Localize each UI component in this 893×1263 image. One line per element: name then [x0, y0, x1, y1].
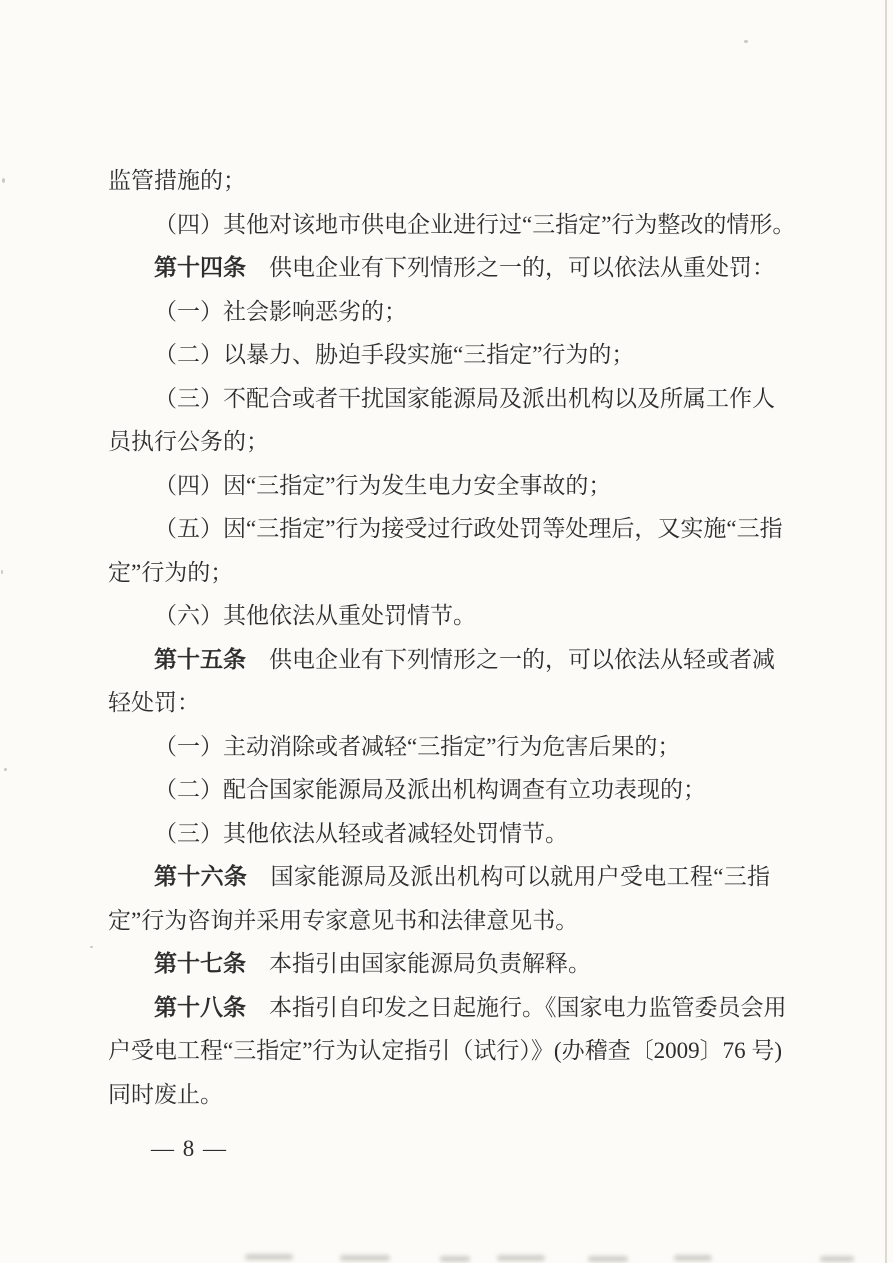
doc-line [108, 246, 775, 290]
doc-line [108, 855, 770, 899]
scan-bleed-artifact [497, 1255, 545, 1261]
line-text: （一）主动消除或者减轻“三指定”行为危害后果的； [154, 733, 681, 759]
doc-line [108, 1029, 782, 1073]
doc-line [108, 507, 783, 551]
line-text: 国家能源局及派出机构可以就用户受电工程“三指 [247, 864, 770, 889]
line-text: （五）因“三指定”行为接受过行政处罚等处理后，又实施“三指 [154, 516, 783, 541]
doc-line [108, 681, 770, 725]
doc-line [108, 377, 775, 421]
doc-line [108, 290, 770, 334]
article-number-heading: 第十六条 [154, 864, 248, 889]
doc-line [108, 942, 770, 986]
line-text: （四）因“三指定”行为发生电力安全事故的； [154, 472, 612, 498]
doc-line [108, 986, 787, 1030]
line-text: 本指引自印发之日起施行。《国家电力监管委员会用 [246, 994, 787, 1020]
doc-line [108, 638, 775, 682]
scan-bleed-artifact [588, 1256, 628, 1262]
line-text: 供电企业有下列情形之一的，可以依法从轻或者减 [246, 646, 775, 672]
line-text: （二）以暴力、胁迫手段实施“三指定”行为的； [154, 342, 635, 367]
doc-line [108, 464, 770, 508]
scan-speck [744, 40, 748, 43]
line-text: 轻处罚： [108, 690, 200, 715]
scan-speck [2, 178, 5, 183]
doc-line [108, 1073, 770, 1117]
doc-line [108, 420, 770, 464]
doc-line [108, 333, 770, 377]
scan-speck [1, 570, 3, 574]
line-text: 定”行为咨询并采用专家意见书和法律意见书。 [108, 907, 579, 933]
line-text: 监管措施的； [108, 168, 246, 193]
scan-bleed-artifact [340, 1255, 390, 1261]
article-number-heading: 第十四条 [154, 255, 246, 280]
line-text: 户受电工程“三指定”行为认定指引（试行）》(办稽查〔2009〕76 号) [108, 1038, 782, 1063]
line-text: 本指引由国家能源局负责解释。 [246, 951, 591, 976]
scan-bleed-artifact [674, 1255, 712, 1261]
line-text: 供电企业有下列情形之一的，可以依法从重处罚： [246, 255, 775, 280]
line-text: （六）其他依法从重处罚情节。 [154, 603, 476, 628]
page-number: — 8 — [151, 1136, 228, 1161]
article-number-heading: 第十八条 [154, 994, 246, 1020]
doc-line [108, 159, 770, 203]
doc-line [108, 203, 796, 247]
line-text: （四）其他对该地市供电企业进行过“三指定”行为整改的情形。 [154, 211, 796, 237]
scan-bleed-artifact [245, 1254, 293, 1260]
doc-line [108, 594, 770, 638]
scan-bleed-artifact [440, 1256, 470, 1262]
line-text: （三）其他依法从轻或者减轻处罚情节。 [154, 820, 568, 846]
scan-bleed-artifact [820, 1256, 854, 1262]
doc-line [108, 551, 770, 595]
line-text: （三）不配合或者干扰国家能源局及派出机构以及所属工作人 [154, 385, 775, 411]
document-body [108, 159, 796, 1116]
line-text: 同时废止。 [108, 1081, 223, 1107]
doc-line [108, 768, 770, 812]
doc-line [108, 899, 770, 943]
line-text: 员执行公务的； [108, 429, 269, 454]
scan-speck [90, 946, 93, 948]
article-number-heading: 第十五条 [154, 646, 246, 672]
scan-edge-shadow [885, 0, 887, 1263]
line-text: 定”行为的； [108, 559, 234, 585]
doc-line [108, 725, 770, 769]
scan-speck [4, 768, 7, 771]
line-text: （二）配合国家能源局及派出机构调查有立功表现的； [154, 777, 706, 802]
doc-line [108, 812, 770, 856]
article-number-heading: 第十七条 [154, 951, 246, 976]
line-text: （一）社会影响恶劣的； [154, 298, 407, 324]
